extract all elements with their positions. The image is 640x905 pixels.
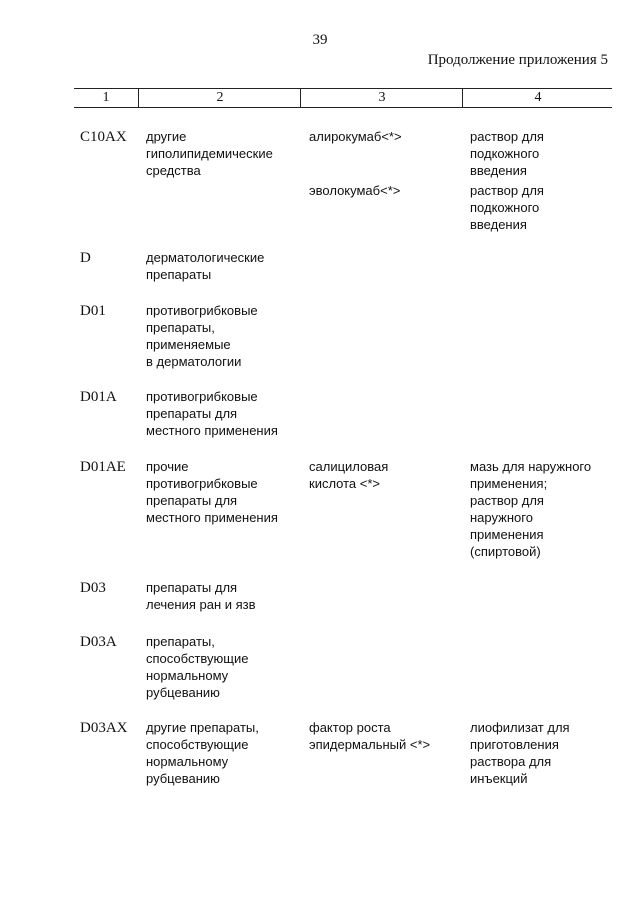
group-name-line: способствующие <box>146 651 249 666</box>
dosage-form-line: раствора для <box>470 754 552 769</box>
group-name-line: препараты, <box>146 320 215 335</box>
group-name-line: местного применения <box>146 510 278 525</box>
dosage-form-line: лиофилизат для <box>470 720 570 735</box>
group-name-line: противогрибковые <box>146 303 258 318</box>
header-col-4: 4 <box>462 89 613 107</box>
group-name <box>146 388 306 439</box>
atc-code: D01A <box>80 389 117 405</box>
atc-code: D03A <box>80 634 117 650</box>
drug-name-line: эволокумаб<*> <box>309 183 401 198</box>
drug-name <box>309 719 467 753</box>
group-name-line: рубцеванию <box>146 685 220 700</box>
header-col-2: 2 <box>138 89 301 107</box>
dosage-form-line: подкожного <box>470 146 540 161</box>
group-name <box>146 128 306 179</box>
header-col-3: 3 <box>300 89 463 107</box>
group-name <box>146 302 306 370</box>
group-name-line: противогрибковые <box>146 476 258 491</box>
group-name-line: другие <box>146 129 187 144</box>
drug-name-line: кислота <*> <box>309 476 381 491</box>
dosage-form-line: раствор для <box>470 493 544 508</box>
group-name-line: нормальному <box>146 754 229 769</box>
drug-name-line: фактор роста <box>309 720 391 735</box>
atc-code: D03AX <box>80 720 128 736</box>
group-name-line: нормальному <box>146 668 229 683</box>
group-name-line: препараты для <box>146 580 238 595</box>
group-name <box>146 633 306 701</box>
header-col-1: 1 <box>102 90 110 105</box>
drug-name <box>309 128 467 145</box>
dosage-form-line: инъекций <box>470 771 528 786</box>
drug-name <box>309 182 467 199</box>
drug-name-line: эпидермальный <*> <box>309 737 431 752</box>
dosage-form-line: раствор для <box>470 183 544 198</box>
group-name-line: лечения ран и язв <box>146 597 256 612</box>
dosage-form-line: применения; <box>470 476 548 491</box>
group-name-line: препараты <box>146 267 212 282</box>
group-name-line: местного применения <box>146 423 278 438</box>
group-name-line: препараты, <box>146 634 215 649</box>
group-name <box>146 579 306 613</box>
group-name-line: в дерматологии <box>146 354 242 369</box>
atc-code: D01 <box>80 303 106 319</box>
dosage-form-line: приготовления <box>470 737 559 752</box>
dosage-form-line: мазь для наружного <box>470 459 592 474</box>
group-name-line: другие препараты, <box>146 720 259 735</box>
dosage-form-line: введения <box>470 163 527 178</box>
group-name-line: средства <box>146 163 201 178</box>
atc-code: D03 <box>80 580 106 596</box>
group-name-line: препараты для <box>146 406 238 421</box>
dosage-form-line: подкожного <box>470 200 540 215</box>
group-name-line: рубцеванию <box>146 771 220 786</box>
dosage-form <box>470 182 620 233</box>
drug-name-line: алирокумаб<*> <box>309 129 402 144</box>
dosage-form-line: наружного <box>470 510 533 525</box>
group-name <box>146 249 306 283</box>
continuation-label: Продолжение приложения 5 <box>427 52 608 68</box>
group-name-line: прочие <box>146 459 189 474</box>
dosage-form-line: введения <box>470 217 527 232</box>
dosage-form-line: (спиртовой) <box>470 544 541 559</box>
drug-name-line: салициловая <box>309 459 389 474</box>
atc-code: D01AE <box>80 459 126 475</box>
group-name-line: противогрибковые <box>146 389 258 404</box>
group-name-line: применяемые <box>146 337 231 352</box>
group-name-line: гиполипидемические <box>146 146 273 161</box>
group-name <box>146 458 306 526</box>
table-header <box>74 88 612 108</box>
dosage-form-line: раствор для <box>470 129 544 144</box>
dosage-form <box>470 128 620 179</box>
drug-name <box>309 458 467 492</box>
atc-code: D <box>80 250 91 266</box>
page-number: 39 <box>312 32 328 48</box>
dosage-form <box>470 458 620 560</box>
dosage-form-line: применения <box>470 527 544 542</box>
group-name-line: дерматологические <box>146 250 265 265</box>
atc-code: C10AX <box>80 129 127 145</box>
group-name <box>146 719 306 787</box>
group-name-line: способствующие <box>146 737 249 752</box>
dosage-form <box>470 719 620 787</box>
group-name-line: препараты для <box>146 493 238 508</box>
